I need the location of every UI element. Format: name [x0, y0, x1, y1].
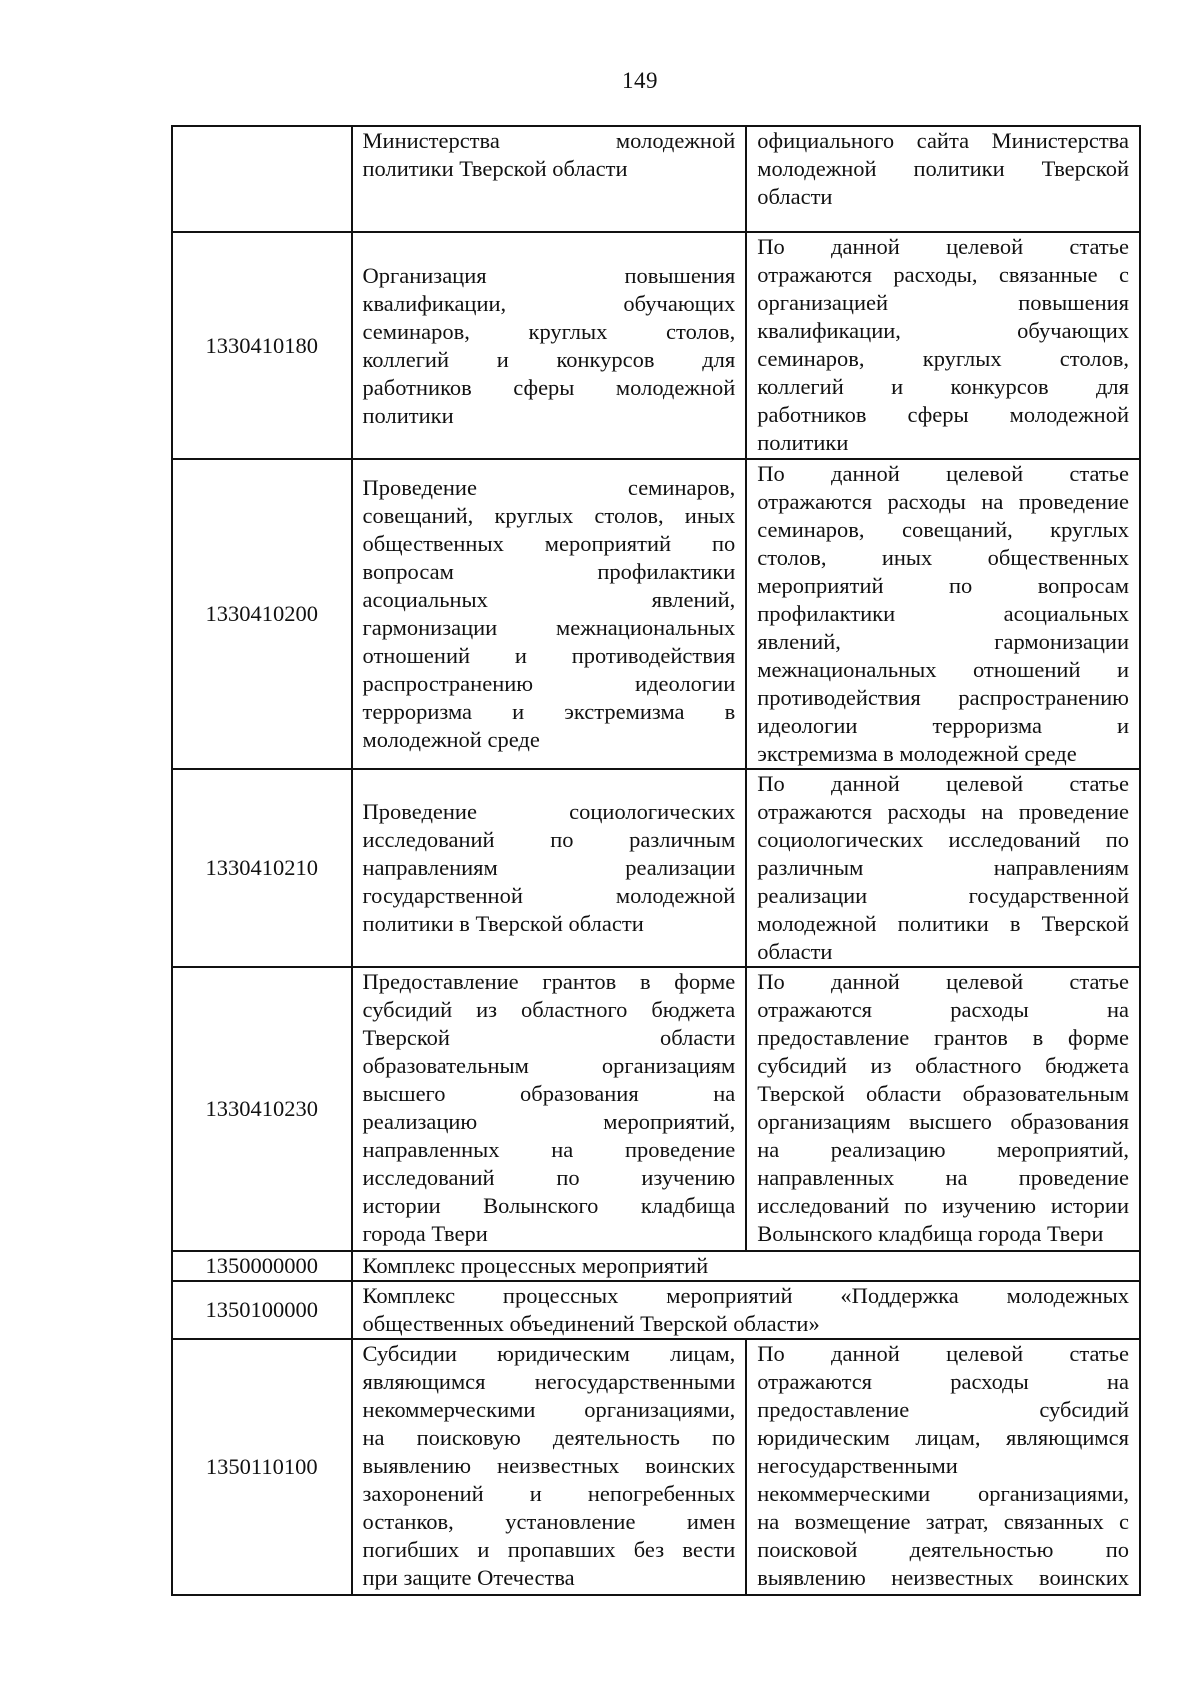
desc-line: организациям высшего образования — [757, 1109, 1129, 1134]
name-line: гармонизации межнациональных — [362, 615, 736, 640]
table-row — [172, 1339, 1140, 1595]
name-line: квалификации, обучающих — [362, 290, 736, 316]
desc-line: профилактики асоциальных — [757, 601, 1129, 626]
desc-line: По данной целевой статье — [757, 1341, 1129, 1366]
desc-line: исследований по изучению истории — [757, 1193, 1129, 1218]
desc-line: организацией повышения — [757, 290, 1129, 315]
desc-line: По данной целевой статье — [757, 771, 1129, 796]
name-line: Организация повышения — [362, 262, 736, 288]
merged-line: Комплекс процессных мероприятий «Поддержка молодежных — [362, 1283, 1129, 1308]
description-cell — [746, 967, 1140, 1251]
desc-line: идеологии терроризма и — [757, 713, 1129, 738]
name-line: Предоставление грантов в форме — [362, 969, 736, 994]
desc-line: отражаются расходы на проведение — [757, 489, 1129, 514]
name-line: субсидий из областного бюджета — [362, 997, 736, 1022]
description-cell — [746, 459, 1140, 769]
desc-line: молодежной политики в Тверской — [757, 911, 1129, 936]
desc-line: работников сферы молодежной — [757, 402, 1129, 427]
name-line: общественных мероприятий по — [362, 531, 736, 556]
desc-line: предоставление субсидий — [757, 1397, 1129, 1422]
desc-line: молодежной политики Тверской — [757, 156, 1129, 181]
table-row — [172, 126, 1140, 232]
description-cell — [746, 1339, 1140, 1595]
name-cell — [352, 967, 747, 1251]
name-line: Министерства молодежной — [362, 128, 736, 153]
desc-line: отражаются расходы, связанные с — [757, 262, 1129, 287]
desc-line: на реализацию мероприятий, — [757, 1137, 1129, 1162]
name-line: Проведение семинаров, — [362, 475, 736, 500]
name-line: города Твери — [362, 1221, 488, 1246]
code-cell: 1330410210 — [172, 769, 352, 967]
desc-line: субсидий из областного бюджета — [757, 1053, 1129, 1078]
desc-line: межнациональных отношений и — [757, 657, 1129, 682]
name-line: реализацию мероприятий, — [362, 1109, 736, 1134]
name-line: истории Волынского кладбища — [362, 1193, 736, 1218]
name-line: образовательным организациям — [362, 1053, 736, 1078]
code-cell: 1350000000 — [172, 1251, 352, 1281]
name-line: коллегий и конкурсов для — [362, 346, 736, 372]
name-line: высшего образования на — [362, 1081, 736, 1106]
name-line: работников сферы молодежной — [362, 374, 736, 400]
desc-line: Волынского кладбища города Твери — [757, 1221, 1104, 1246]
name-line: отношений и противодействия — [362, 643, 736, 668]
desc-line: квалификации, обучающих — [757, 318, 1129, 343]
name-line: на поисковую деятельность по — [362, 1425, 736, 1450]
name-line: молодежной среде — [362, 727, 540, 752]
name-line: распространению идеологии — [362, 671, 736, 696]
desc-line: отражаются расходы на — [757, 997, 1129, 1022]
name-line: терроризма и экстремизма в — [362, 699, 736, 724]
code-cell: 1350100000 — [172, 1281, 352, 1339]
name-line: Проведение социологических — [362, 799, 736, 824]
name-cell — [352, 126, 747, 232]
desc-line: столов, иных общественных — [757, 545, 1129, 570]
desc-line: По данной целевой статье — [757, 234, 1129, 259]
desc-line: поисковой деятельностью по — [757, 1537, 1129, 1562]
name-cell — [352, 769, 747, 967]
desc-line: направленных на проведение — [757, 1165, 1129, 1190]
desc-line: семинаров, совещаний, круглых — [757, 517, 1129, 542]
desc-line: По данной целевой статье — [757, 969, 1129, 994]
code-cell: 1330410180 — [172, 232, 352, 459]
code-cell — [172, 126, 352, 232]
desc-line: на возмещение затрат, связанных с — [757, 1509, 1129, 1534]
name-line: являющимся негосударственными — [362, 1369, 736, 1394]
code-cell: 1350110100 — [172, 1339, 352, 1595]
name-line: политики — [362, 402, 454, 428]
desc-line: официального сайта Министерства — [757, 128, 1129, 153]
desc-line: выявлению неизвестных воинских — [757, 1565, 1129, 1590]
name-cell — [352, 1339, 747, 1595]
desc-line: Тверской области образовательным — [757, 1081, 1129, 1106]
name-line: Субсидии юридическим лицам, — [362, 1341, 736, 1366]
name-line: направлениям реализации — [362, 855, 736, 880]
name-line: останков, установление имен — [362, 1509, 736, 1534]
desc-line: негосударственными — [757, 1453, 958, 1478]
name-line: исследований по различным — [362, 827, 736, 852]
desc-line: семинаров, круглых столов, — [757, 346, 1129, 371]
desc-line: явлений, гармонизации — [757, 629, 1129, 654]
desc-line: политики — [757, 430, 849, 455]
desc-line: социологических исследований по — [757, 827, 1129, 852]
table-row — [172, 1251, 1140, 1281]
name-line: захоронений и непогребенных — [362, 1481, 736, 1506]
desc-line: коллегий и конкурсов для — [757, 374, 1129, 399]
table-row — [172, 459, 1140, 769]
desc-line: некоммерческими организациями, — [757, 1481, 1129, 1506]
name-line: исследований по изучению — [362, 1165, 736, 1190]
description-cell — [746, 232, 1140, 459]
name-line: при защите Отечества — [362, 1565, 575, 1590]
name-line: погибших и пропавших без вести — [362, 1537, 736, 1562]
desc-line: юридическим лицам, являющимся — [757, 1425, 1129, 1450]
name-line: Тверской области — [362, 1025, 736, 1050]
desc-line: различным направлениям — [757, 855, 1129, 880]
table-row — [172, 1281, 1140, 1339]
merged-name-cell — [352, 1281, 1140, 1339]
budget-classification-table — [171, 125, 1141, 1596]
desc-line: области — [757, 939, 833, 964]
name-line: асоциальных явлений, — [362, 587, 736, 612]
name-line: политики в Тверской области — [362, 911, 644, 936]
desc-line: экстремизма в молодежной среде — [757, 741, 1077, 766]
name-line: направленных на проведение — [362, 1137, 736, 1162]
desc-line: предоставление грантов в форме — [757, 1025, 1129, 1050]
page-number: 149 — [622, 68, 658, 93]
name-cell — [352, 232, 747, 459]
code-cell: 1330410230 — [172, 967, 352, 1251]
name-line: вопросам профилактики — [362, 559, 736, 584]
merged-name-cell: Комплекс процессных мероприятий — [352, 1251, 1140, 1281]
desc-line: реализации государственной — [757, 883, 1129, 908]
desc-line: отражаются расходы на — [757, 1369, 1129, 1394]
desc-line: мероприятий по вопросам — [757, 573, 1129, 598]
name-cell — [352, 459, 747, 769]
name-line: совещаний, круглых столов, иных — [362, 503, 736, 528]
code-cell: 1330410200 — [172, 459, 352, 769]
desc-line: По данной целевой статье — [757, 461, 1129, 486]
table-row — [172, 769, 1140, 967]
name-line: некоммерческими организациями, — [362, 1397, 736, 1422]
desc-line: противодействия распространению — [757, 685, 1129, 710]
name-line: семинаров, круглых столов, — [362, 318, 736, 344]
description-cell — [746, 126, 1140, 232]
name-line: выявлению неизвестных воинских — [362, 1453, 736, 1478]
description-cell — [746, 769, 1140, 967]
desc-line: отражаются расходы на проведение — [757, 799, 1129, 824]
name-line: государственной молодежной — [362, 883, 736, 908]
merged-line: общественных объединений Тверской области» — [362, 1311, 820, 1336]
table-row — [172, 967, 1140, 1251]
desc-line: области — [757, 184, 833, 209]
table-row — [172, 232, 1140, 459]
name-line: политики Тверской области — [362, 156, 628, 181]
